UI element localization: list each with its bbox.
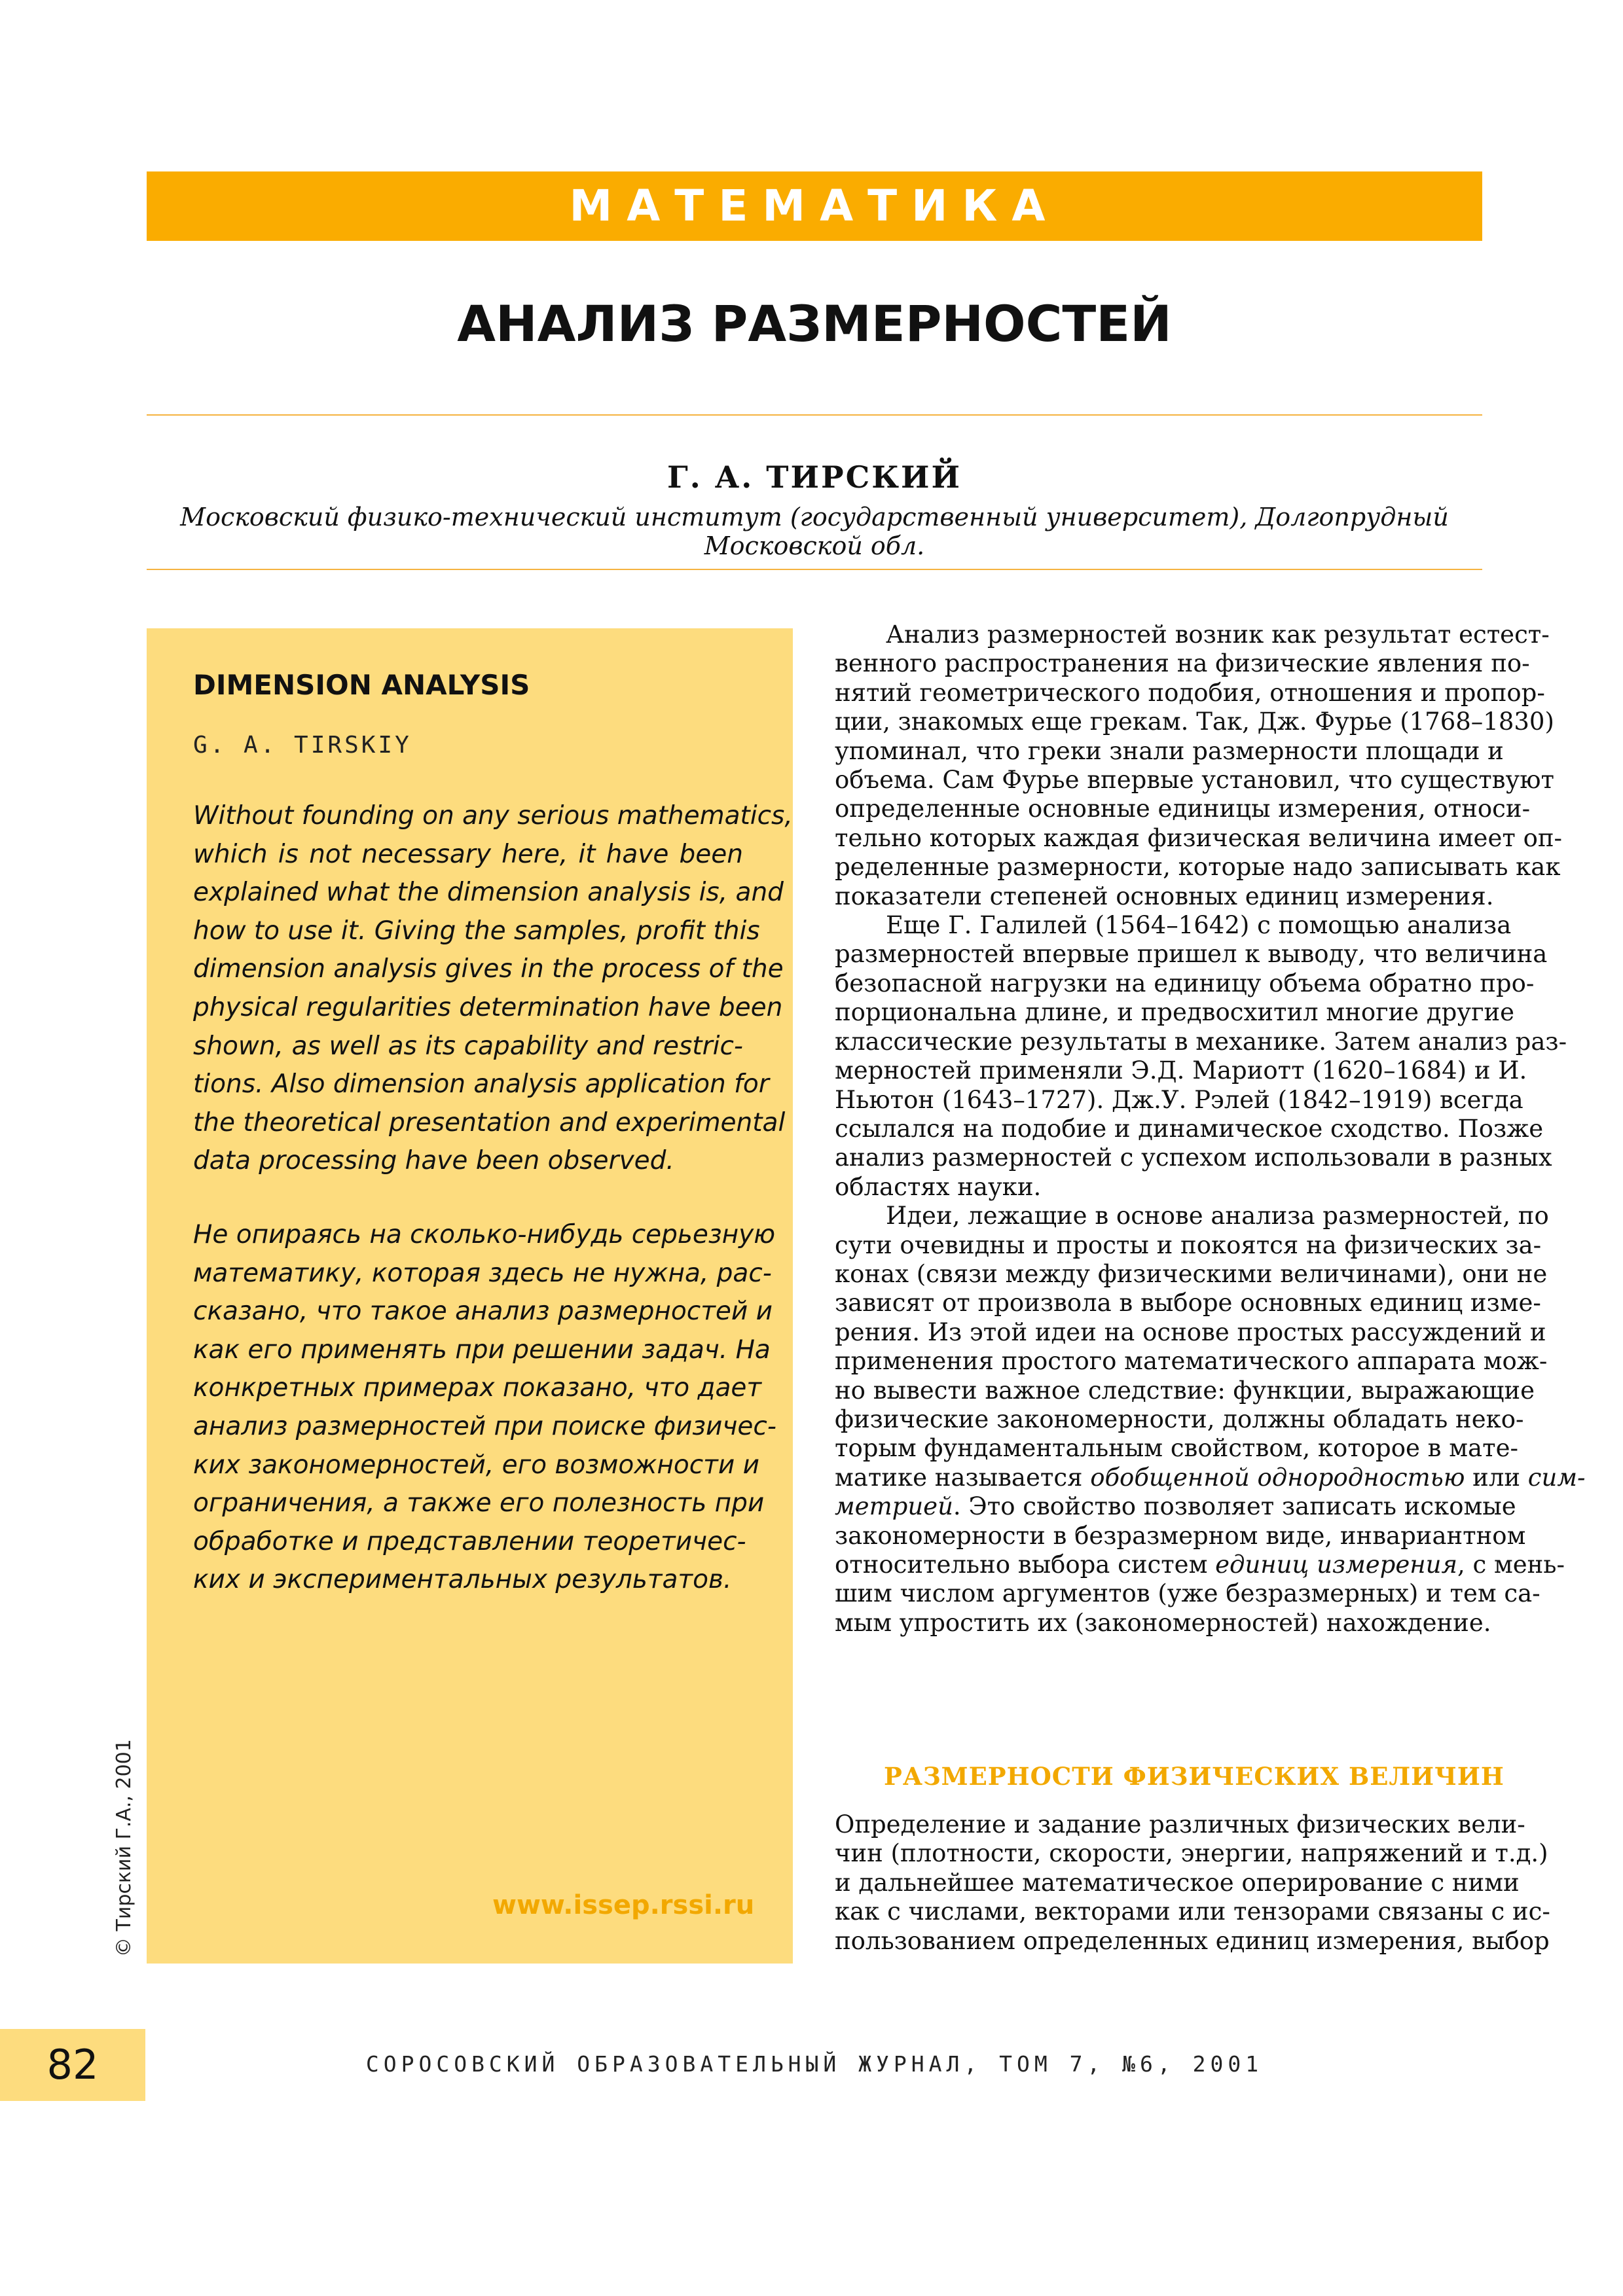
abstract-line: dimension analysis gives in the process of the — [193, 954, 784, 984]
body-line: метрией. Это свойство позволяет записать искомые — [835, 1492, 1516, 1521]
body-line: упоминал, что греки знали размерности площади и — [835, 736, 1504, 765]
body-line: чин (плотности, скорости, энергии, напряжений и т.д.) — [835, 1839, 1548, 1868]
body-line: рения. Из этой идеи на основе простых рассуждений и — [835, 1318, 1546, 1346]
abstract-line: data processing have been observed. — [193, 1146, 674, 1176]
abstract-line: конкретных примерах показано, что дает — [193, 1373, 762, 1403]
abstract-line: explained what the dimension analysis is, and — [193, 878, 784, 908]
body-line: Еще Г. Галилей (1564–1642) с помощью анализа — [886, 911, 1512, 940]
copyright-notice: © Тирский Г.А., 2001 — [113, 1739, 136, 1957]
abstract-line: обработке и представлении теоретичес- — [193, 1526, 746, 1556]
emphasis-term: обобщенной однородностью — [1090, 1463, 1465, 1492]
abstract-line: which is not necessary here, it have been — [193, 839, 743, 869]
abstract-line: Не опираясь на сколько-нибудь серьезную — [193, 1220, 776, 1249]
abstract-line: сказано, что такое анализ размерностей и — [193, 1297, 773, 1327]
section-heading: РАЗМЕРНОСТИ ФИЗИЧЕСКИХ ВЕЛИЧИН — [884, 1762, 1504, 1791]
emphasis-term: метрией — [835, 1492, 953, 1521]
body-line: анализ размерностей с успехом использовали в разных — [835, 1143, 1552, 1172]
body-line: ции, знакомых еще грекам. Так, Дж. Фурье (1768–1830) — [835, 708, 1554, 736]
body-line: определенные основные единицы измерения, относи- — [835, 795, 1531, 823]
body-line: торым фундаментальным свойством, которое в мате- — [835, 1434, 1518, 1463]
english-abstract — [193, 797, 793, 1181]
body-line: Определение и задание различных физических вели- — [835, 1810, 1525, 1839]
body-line: мерностей применяли Э.Д. Мариотт (1620–1684) и И. — [835, 1056, 1527, 1085]
abstract-line: shown, as well as its capability and restric- — [193, 1031, 743, 1061]
body-line: ссылался на подобие и динамическое сходство. Позже — [835, 1114, 1544, 1143]
body-line: ределенные размерности, которые надо записывать как — [835, 853, 1561, 882]
body-line: относительно выбора систем единиц измерения, с мень- — [835, 1551, 1565, 1579]
body-line: шим числом аргументов (уже безразмерных) и тем са- — [835, 1579, 1541, 1608]
abstract-line: how to use it. Giving the samples, profit this — [193, 916, 760, 946]
section-banner — [147, 171, 1482, 241]
body-line: применения простого математического аппарата мож- — [835, 1347, 1548, 1376]
page-number-box — [0, 2029, 145, 2101]
abstract-line: the theoretical presentation and experimental — [193, 1107, 786, 1138]
emphasis-term: единиц измерения — [1215, 1551, 1457, 1579]
body-line: областях науки. — [835, 1172, 1042, 1201]
affiliation-divider — [147, 569, 1482, 570]
body-line: но вывести важное следствие: функции, выражающие — [835, 1376, 1535, 1405]
body-line: как с числами, векторами или тензорами связаны с ис- — [835, 1897, 1550, 1926]
abstract-line: Without founding on any serious mathematics, — [193, 801, 793, 831]
body-text-lower — [835, 1810, 1550, 1956]
body-line: закономерности в безразмерном виде, инвариантном — [835, 1521, 1526, 1550]
abstract-line: анализ размерностей при поиске физичес- — [193, 1411, 776, 1441]
abstract-line: ограничения, а также его полезность при — [193, 1488, 765, 1518]
body-line: размерностей впервые пришел к выводу, что величина — [835, 940, 1548, 969]
body-line: пользованием определенных единиц измерения, выбор — [835, 1926, 1550, 1955]
body-line: конах (связи между физическими величинами), они не — [835, 1259, 1548, 1288]
body-line: венного распространения на физические явления по- — [835, 649, 1530, 678]
body-line: показатели степеней основных единиц измерения. — [835, 882, 1494, 910]
russian-abstract — [193, 1216, 776, 1600]
article-title: АНАЛИЗ РАЗМЕРНОСТЕЙ — [457, 295, 1172, 353]
abstract-line: ких и экспериментальных результатов. — [193, 1565, 732, 1595]
body-line: нятий геометрического подобия, отношения и пропор- — [835, 678, 1545, 707]
body-line: Идеи, лежащие в основе анализа размерностей, по — [886, 1202, 1549, 1230]
body-line: классические результаты в механике. Затем анализ раз- — [835, 1027, 1567, 1056]
body-line: Ньютон (1643–1727). Дж.У. Рэлей (1842–1919) всегда — [835, 1085, 1523, 1114]
page-number: 82 — [46, 2041, 99, 2089]
emphasis-term: сим- — [1527, 1463, 1586, 1492]
body-line: физические закономерности, должны обладать неко- — [835, 1405, 1524, 1433]
body-line: и дальнейшее математическое оперирование с ними — [835, 1868, 1520, 1897]
abstract-line: physical regularities determination have been — [193, 992, 783, 1022]
abstract-line: математику, которая здесь не нужна, рас- — [193, 1258, 772, 1288]
abstract-line: как его применять при решении задач. На — [193, 1335, 771, 1365]
author-affiliation: Московский физико-технический институт (государственный университет), Долгопрудный Московской обл. — [180, 503, 1449, 560]
body-line: объема. Сам Фурье впервые установил, что существуют — [835, 766, 1554, 795]
body-line: сути очевидны и просты и покоятся на физических за- — [835, 1230, 1542, 1259]
body-line: безопасной нагрузки на единицу объема обратно про- — [835, 969, 1535, 997]
body-text-upper — [835, 620, 1586, 1638]
english-title: DIMENSION ANALYSIS — [193, 669, 530, 701]
body-line: мым упростить их (закономерностей) нахождение. — [835, 1608, 1491, 1637]
abstract-line: tions. Also dimension analysis application for — [193, 1069, 769, 1100]
article-author: Г. А. ТИРСКИЙ — [667, 459, 962, 495]
abstract-line: ких закономерностей, его возможности и — [193, 1450, 759, 1480]
body-line: порциональна длине, и предвосхитил многие другие — [835, 998, 1515, 1027]
section-banner-label: МАТЕМАТИКА — [569, 181, 1060, 231]
body-line: зависят от произвола в выборе основных единиц изме- — [835, 1289, 1541, 1318]
journal-footer: СОРОСОВСКИЙ ОБРАЗОВАТЕЛЬНЫЙ ЖУРНАЛ, ТОМ 7, №6, 2001 — [365, 2051, 1264, 2077]
body-line: Анализ размерностей возник как результат естест- — [886, 620, 1550, 649]
body-line: тельно которых каждая физическая величина имеет оп- — [835, 823, 1563, 852]
english-author: G. A. TIRSKIY — [193, 732, 412, 759]
body-line: матике называется обобщенной однородностью или сим- — [835, 1463, 1586, 1492]
journal-url-link[interactable]: www.issep.rssi.ru — [492, 1890, 755, 1920]
title-divider — [147, 414, 1482, 416]
